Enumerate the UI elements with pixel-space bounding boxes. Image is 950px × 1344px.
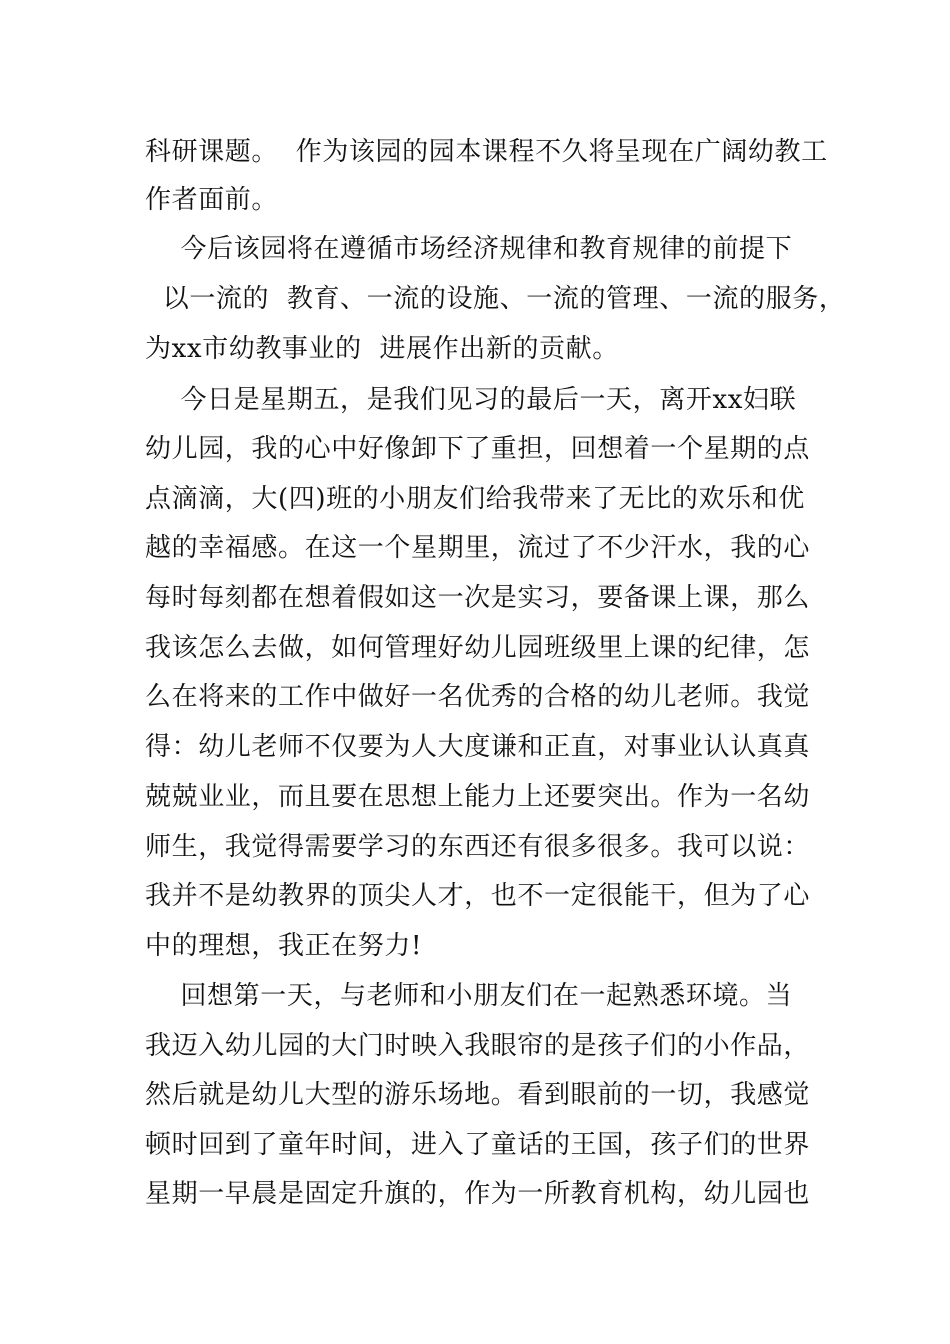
text-line: 么在将来的工作中做好一名优秀的合格的幼儿老师。我觉 [145,682,811,712]
text-line: 回想第一天，与老师和小朋友们在一起熟悉环境。当 [145,981,793,1011]
text-line: 师生，我觉得需要学习的东西还有很多很多。我可以说： [145,832,811,862]
text-line: 我迈入幼儿园的大门时映入我眼帘的是孩子们的小作品， [145,1031,811,1061]
text-line: 今后该园将在遵循市场经济规律和教育规律的前提下 [145,234,793,264]
text-line: 以一流的 教育、一流的设施、一流的管理、一流的服务， [145,284,846,314]
text-line: 顿时回到了童年时间，进入了童话的王国，孩子们的世界 [145,1130,811,1160]
text-line: 点滴滴，大(四)班的小朋友们给我带来了无比的欢乐和优 [145,484,805,514]
text-line: 得：幼儿老师不仅要为人大度谦和正直，对事业认认真真 [145,732,811,762]
text-line: 为xx市幼教事业的 进展作出新的贡献。 [145,334,619,364]
text-line: 然后就是幼儿大型的游乐场地。看到眼前的一切，我感觉 [145,1080,811,1110]
text-line: 今日是星期五，是我们见习的最后一天，离开xx妇联 [145,385,797,415]
text-line: 每时每刻都在想着假如这一次是实习，要备课上课，那么 [145,583,811,613]
text-line: 我该怎么去做，如何管理好幼儿园班级里上课的纪律，怎 [145,633,811,663]
text-line: 越的幸福感。在这一个星期里，流过了不少汗水，我的心 [145,533,811,563]
text-line: 我并不是幼教界的顶尖人才，也不一定很能干，但为了心 [145,881,811,911]
text-line: 中的理想，我正在努力! [145,931,423,961]
text-line: 作者面前。 [145,185,279,215]
text-line: 科研课题。 作为该园的园本课程不久将呈现在广阔幼教工 [145,137,828,167]
text-line: 兢兢业业，而且要在思想上能力上还要突出。作为一名幼 [145,782,811,812]
text-line: 幼儿园，我的心中好像卸下了重担，回想着一个星期的点 [145,434,811,464]
text-line: 星期一早晨是固定升旗的，作为一所教育机构，幼儿园也 [145,1179,811,1209]
